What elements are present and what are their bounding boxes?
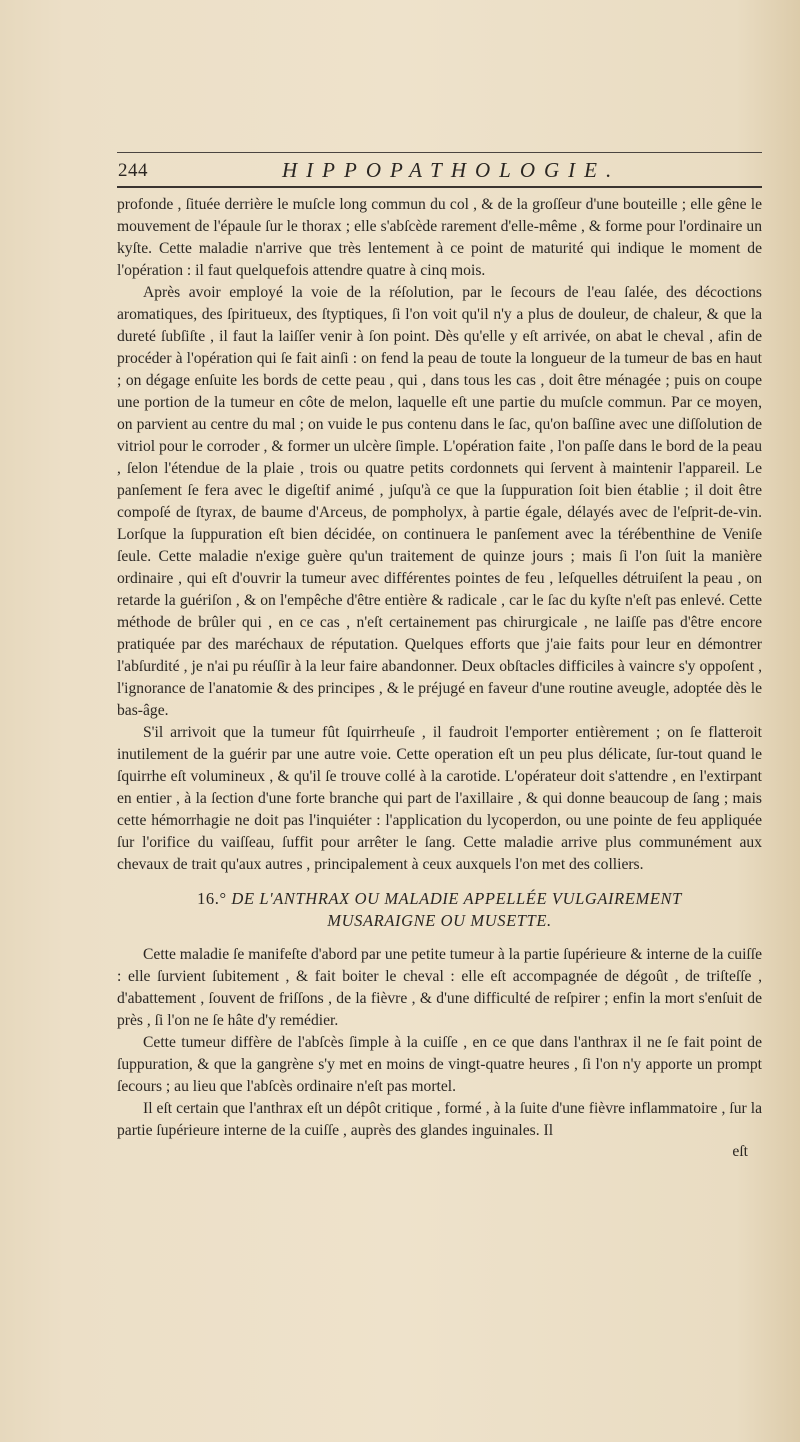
- paragraph: Il eſt certain que l'anthrax eſt un dépôt critique , formé , à la ſuite d'une fièvre inflammatoire , ſur la partie ſupérieure interne de la cuiſſe , auprès des glandes inguinales. Il: [117, 1100, 762, 1139]
- section-number: 16.°: [197, 889, 227, 908]
- paragraph: Cette tumeur diffère de l'abſcès ſimple à la cuiſſe , en ce que dans l'anthrax il ne ſe fait point de ſuppuration, & que la gangrène s'y met en moins de vingt-quatre heures , ſi l'on n'y apporte un prompt ſecours ; au lieu que l'abſcès ordinaire n'eſt pas mortel.: [117, 1034, 762, 1095]
- header-rule-bottom: [117, 186, 762, 188]
- running-title: HIPPOPATHOLOGIE.: [282, 158, 621, 182]
- section-title-line1: DE L'ANTHRAX OU MALADIE APPELLÉE VULGAIREMENT: [231, 889, 682, 908]
- header-rule-top: [117, 152, 762, 153]
- page-number: 244: [118, 160, 148, 181]
- paragraph: Après avoir employé la voie de la réſolution, par le ſecours de l'eau ſalée, des décoctions aromatiques, des ſpiritueux, des ſtyptiques, ſi l'on voit qu'il n'y a plus de douleur, de chaleur, & que la dureté ſubſiſte , il faut la laiſſer venir à ſon point. Dès qu'elle y eſt arrivée, on abat le cheval , afin de procéder à l'opération qui ſe fait ainſi : on fend la peau de toute la longueur de la tumeur de bas en haut ; on dégage enſuite les bords de cette peau , qui , dans tous les cas , doit être ménagée ; puis on coupe une portion de la tumeur en côte de melon, laquelle eſt une partie du muſcle commun. Par ce moyen, on parvient au centre du mal ; on vuide le pus contenu dans le ſac, qu'on baſſine avec une diſſolution de vitriol pour le corroder , & former un ulcère ſimple. L'opération faite , l'on paſſe dans le bord de la peau , ſelon l'étendue de la plaie , trois ou quatre petits cordonnets qui ſervent à maintenir l'appareil. Le panſement ſe fera avec le digeſtif animé , juſqu'à ce que la ſuppuration ſoit bien établie ; il doit être compoſé de ſtyrax, de baume d'Arceus, de pompholyx, à partie égale, délayés avec de l'eſprit-de-vin. Lorſque la ſuppuration eſt bien décidée, on continuera le panſement avec la térébenthine de Veniſe ſeule. Cette maladie n'exige guère qu'un traitement de quinze jours ; mais ſi l'on ſuit la manière ordinaire , qui eſt d'ouvrir la tumeur avec différentes pointes de feu , leſquelles détruiſent la peau , on retarde la guériſon , & on l'empêche d'être entière & radicale , car le ſac du kyſte n'eſt pas enlevé. Cette méthode de brûler qui , en ce cas , n'eſt certainement pas chirurgicale , ne laiſſe pas d'être encore pratiquée par des maréchaux de réputation. Quelques efforts que j'aie faits pour leur en démontrer l'abſurdité , je n'ai pu réuſſir à la leur faire abandonner. Deux obſtacles difficiles à vaincre s'y oppoſent , l'ignorance de l'anatomie & des principes , & le préjugé en faveur d'une routine aveugle, adoptée dès le bas-âge.: [117, 284, 762, 719]
- body-text: [117, 194, 762, 1162]
- section-heading: [117, 888, 762, 932]
- paragraph: profonde , ſituée derrière le muſcle long commun du col , & de la groſſeur d'une bouteille ; elle gêne le mouvement de l'épaule ſur le thorax ; elle s'abſcède rarement d'elle-même , & forme pour l'ordinaire un kyſte. Cette maladie n'arrive que très lentement à ce point de maturité qui indique le moment de l'opération : il faut quelquefois attendre quatre à cinq mois.: [117, 196, 762, 279]
- paragraph: S'il arrivoit que la tumeur fût ſquirrheuſe , il faudroit l'emporter entièrement ; on ſe flatteroit inutilement de la guérir par une autre voie. Cette operation eſt un peu plus délicate, ſur-tout quand le ſquirrhe eſt volumineux , & qu'il ſe trouve collé à la carotide. L'opérateur doit s'attendre , en l'extirpant en entier , à la ſection d'une forte branche qui part de l'axillaire , & qui donne beaucoup de ſang ; mais cette hémorrhagie ne doit pas l'inquiéter : l'application du lycoperdon, ou une pointe de feu appliquée ſur l'orifice du vaiſſeau, ſuffit pour arrêter le ſang. Cette maladie arrive plus communément aux chevaux de trait qu'aux autres , principalement à ceux auxquels l'on met des colliers.: [117, 724, 762, 873]
- catchword: eſt: [732, 1143, 748, 1160]
- paragraph: Cette maladie ſe manifeſte d'abord par une petite tumeur à la partie ſupérieure & interne de la cuiſſe : elle ſurvient ſubitement , & fait boiter le cheval : elle eſt accompagnée de dégoût , de triſteſſe , d'abattement , ſouvent de friſſons , de la fièvre , & d'une difficulté de reſpirer ; enfin la mort s'enſuit de près , ſi l'on ne ſe hâte d'y remédier.: [117, 946, 762, 1029]
- section-title-line2: MUSARAIGNE OU MUSETTE.: [327, 911, 552, 930]
